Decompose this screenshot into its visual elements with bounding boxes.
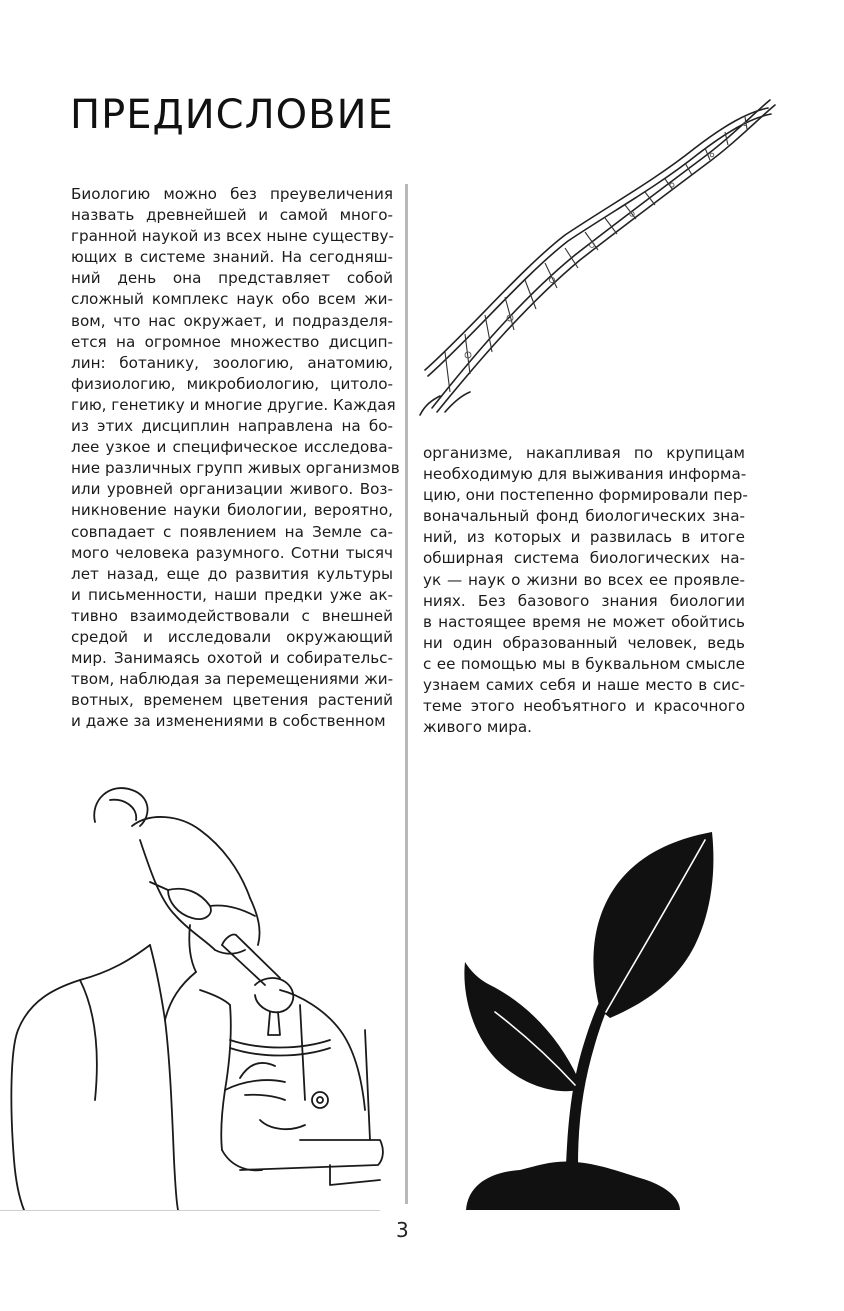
text-line: вом, что нас окружает, и подразделя- bbox=[71, 311, 393, 330]
text-line: лее узкое и специфическое исследова- bbox=[71, 438, 393, 457]
text-line: ний день она представляет собой bbox=[71, 269, 393, 288]
text-line: совпадает с появлением на Земле са- bbox=[71, 522, 393, 541]
text-line: ющих в системе знаний. На сегодняш- bbox=[71, 248, 393, 267]
text-line: в настоящее время не может обойтись bbox=[423, 612, 745, 631]
page-number: 3 bbox=[396, 1218, 409, 1242]
text-line: мого человека разумного. Сотни тысяч bbox=[71, 543, 393, 562]
text-line: средой и исследовали окружающий bbox=[71, 627, 393, 646]
text-line: живого мира. bbox=[423, 718, 532, 737]
text-line: из этих дисциплин направлена на бо- bbox=[71, 417, 393, 436]
text-line: воначальный фонд биологических зна- bbox=[423, 507, 745, 526]
text-line: сложный комплекс наук обо всем жи- bbox=[71, 290, 393, 309]
text-line: обширная система биологических на- bbox=[423, 549, 745, 568]
text-line: твом, наблюдая за перемещениями жи- bbox=[71, 670, 394, 689]
text-line: с ее помощью мы в буквальном смысле bbox=[423, 654, 745, 673]
text-line: ний, из которых и развилась в итоге bbox=[423, 528, 745, 547]
text-line: вотных, временем цветения растений bbox=[71, 691, 393, 710]
text-line: физиологию, микробиологию, цитоло- bbox=[71, 374, 393, 393]
text-line: никновение науки биологии, вероятно, bbox=[71, 501, 393, 520]
page-title: ПРЕДИСЛОВИЕ bbox=[70, 92, 394, 138]
text-line: лин: ботанику, зоологию, анатомию, bbox=[71, 353, 393, 372]
text-line: ниях. Без базового знания биологии bbox=[423, 591, 745, 610]
text-line: ется на огромное множество дисцип- bbox=[71, 332, 393, 351]
text-line: ни один образованный человек, ведь bbox=[423, 633, 745, 652]
text-line: и даже за изменениями в собственном bbox=[71, 712, 386, 731]
text-line: ние различных групп живых организмов bbox=[71, 459, 400, 478]
text-line: ук — наук о жизни во всех ее проявле- bbox=[423, 570, 745, 589]
footer-rule bbox=[0, 1210, 380, 1211]
text-line: узнаем самих себя и наше место в сис- bbox=[423, 676, 745, 695]
text-line: лет назад, еще до развития культуры bbox=[71, 564, 393, 583]
text-line: теме этого необъятного и красочного bbox=[423, 697, 745, 716]
text-line: гранной наукой из всех ныне существу- bbox=[71, 227, 395, 246]
text-line: организме, накапливая по крупицам bbox=[423, 444, 745, 462]
text-line: необходимую для выживания информа- bbox=[423, 465, 747, 484]
text-line: и письменности, наши предки уже ак- bbox=[71, 585, 393, 604]
text-line: тивно взаимодействовали с внешней bbox=[71, 606, 393, 625]
text-line: Биологию можно без преувеличения bbox=[71, 185, 393, 203]
text-line: или уровней организации живого. Воз- bbox=[71, 480, 393, 499]
text-line: цию, они постепенно формировали пер- bbox=[423, 486, 748, 505]
text-line: гию, генетику и многие другие. Каждая bbox=[71, 395, 396, 414]
text-line: назвать древнейшей и самой много- bbox=[71, 206, 393, 225]
text-line: мир. Занимаясь охотой и собирательс- bbox=[71, 649, 393, 668]
